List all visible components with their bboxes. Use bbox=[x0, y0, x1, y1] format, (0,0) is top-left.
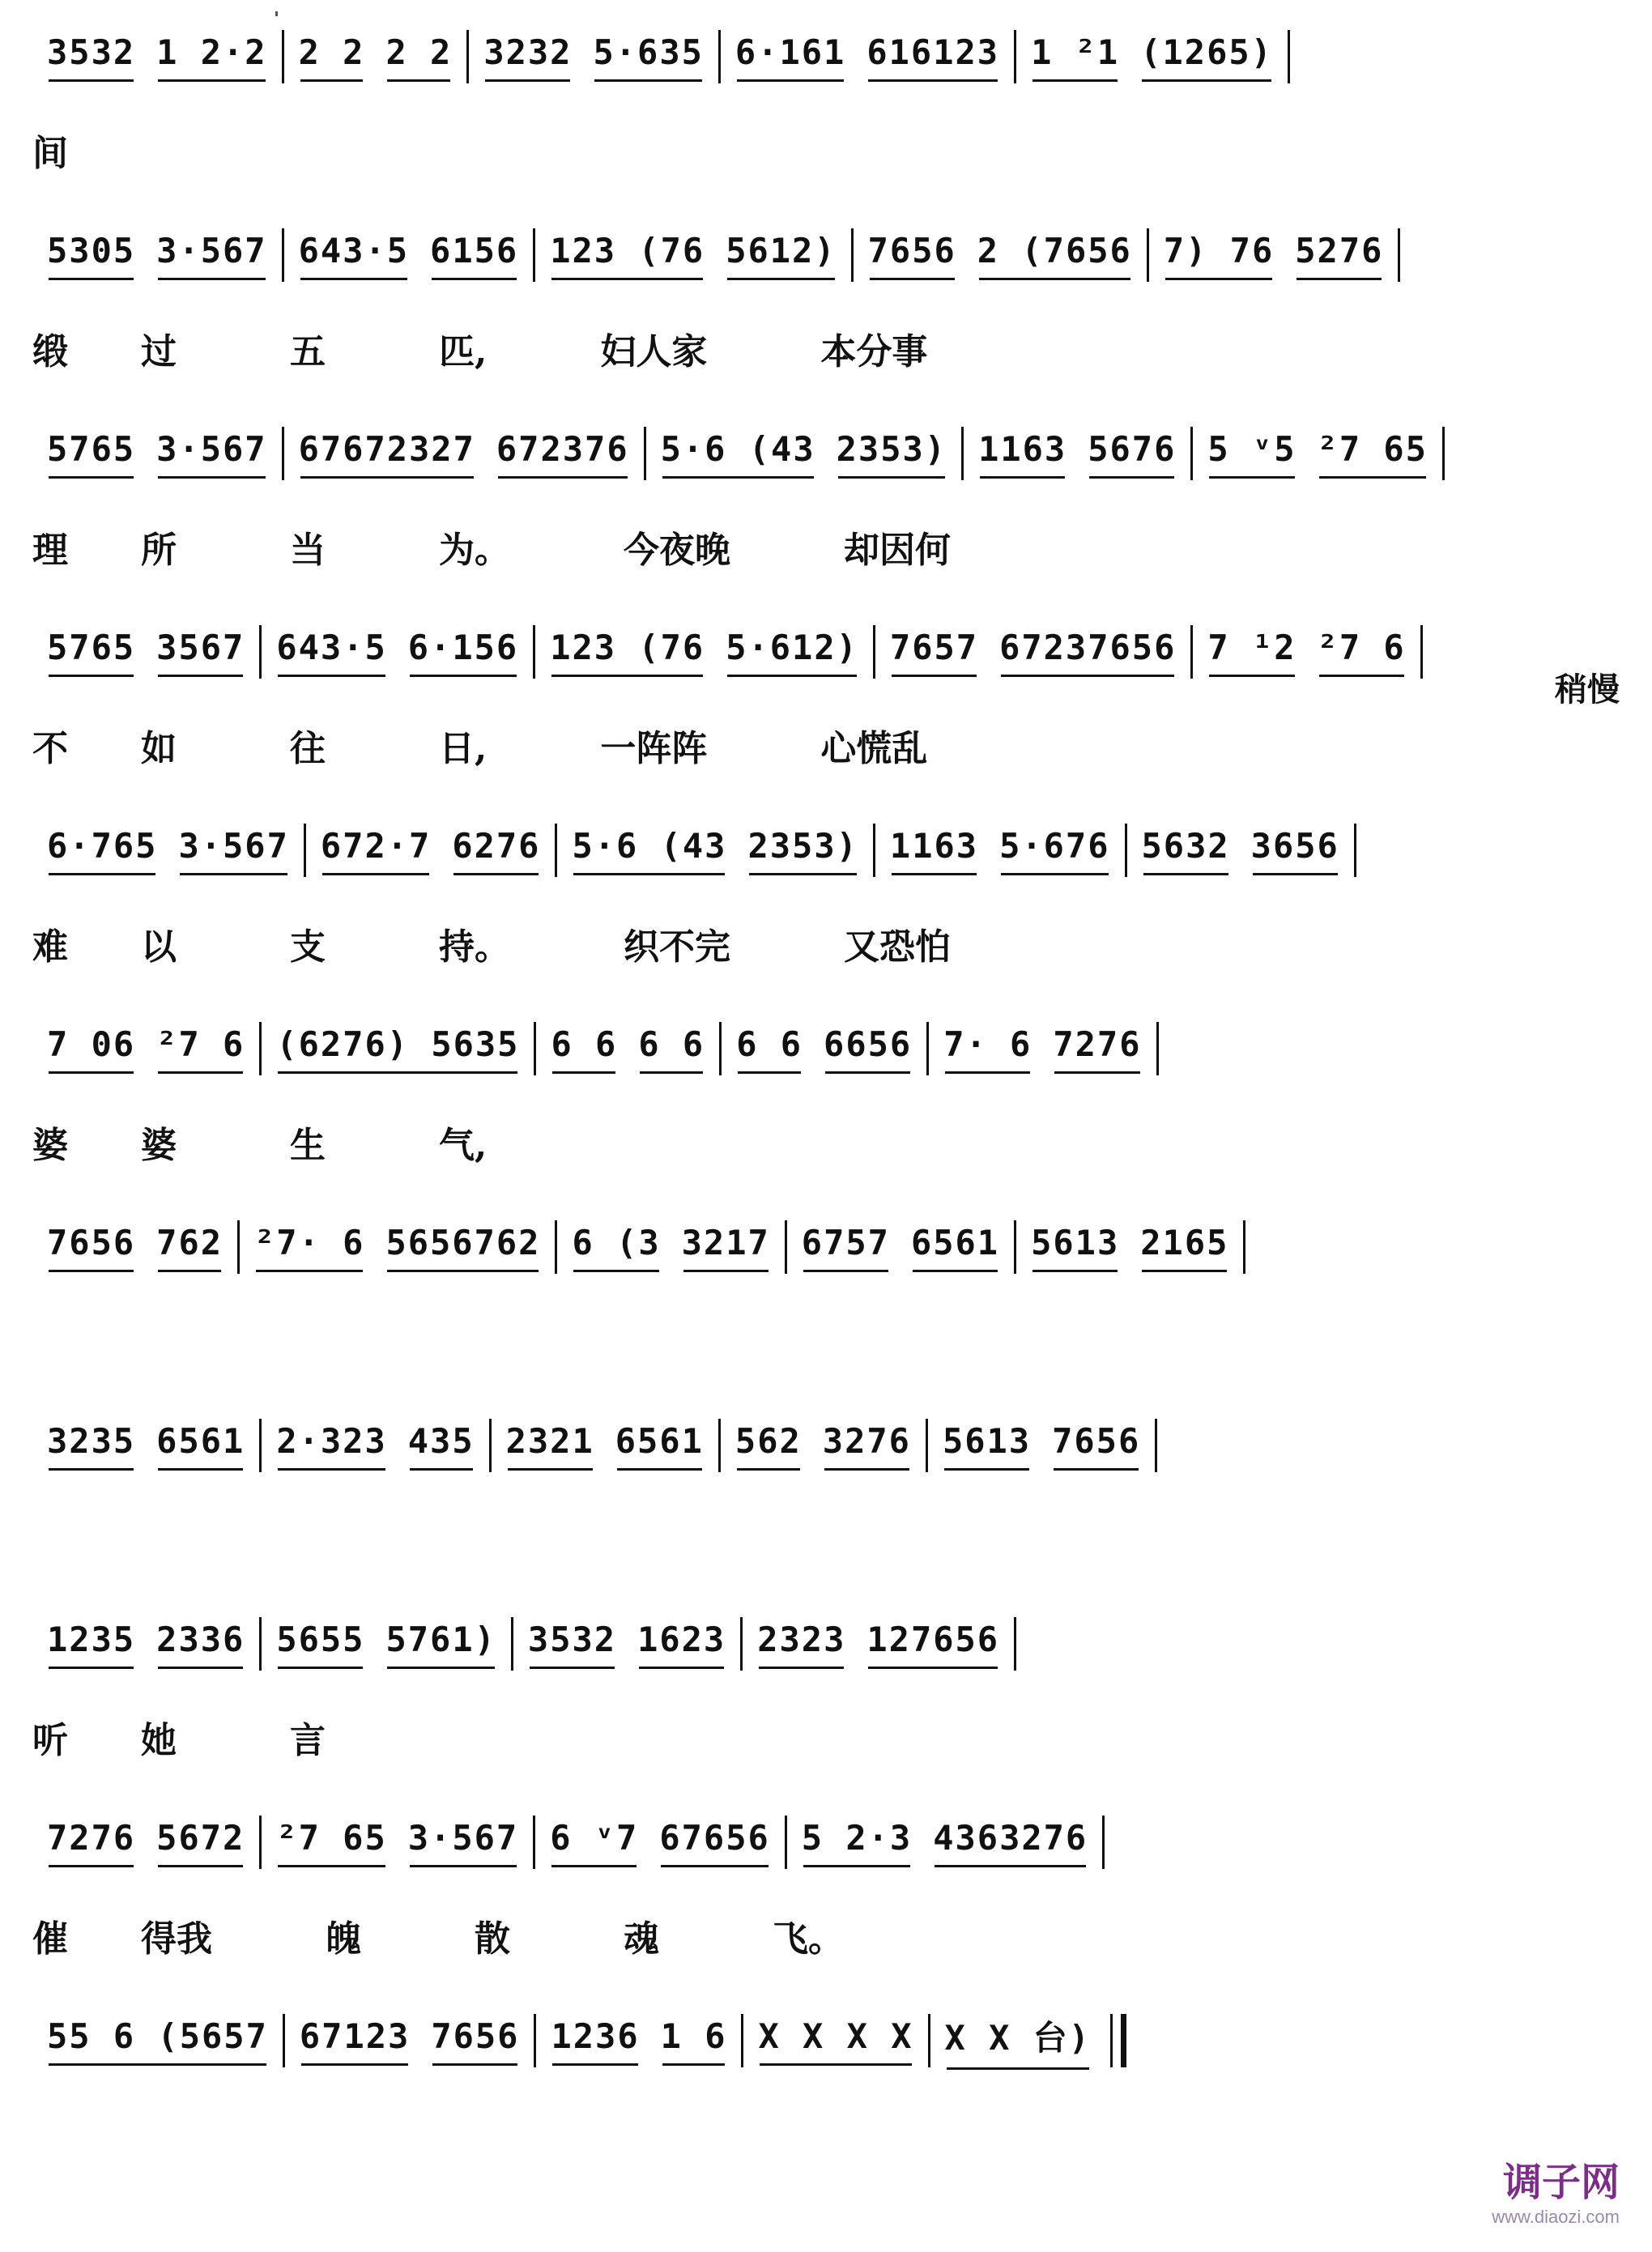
lyric-syllable: 飞。 bbox=[773, 1918, 844, 1960]
note-group: 5 2·3 bbox=[802, 1818, 912, 1867]
measure bbox=[1016, 1215, 1243, 1279]
note-group: 435 bbox=[408, 1421, 475, 1471]
note-group: 3235 bbox=[47, 1421, 135, 1471]
note-group: 1623 bbox=[637, 1620, 726, 1669]
note-group: 6 6 bbox=[736, 1024, 803, 1074]
notes-row bbox=[32, 818, 1356, 883]
note-group: 5·6 (43 bbox=[572, 826, 726, 875]
note-group: 6561 bbox=[156, 1421, 245, 1471]
lyric-syllable: 本分事 bbox=[820, 331, 928, 372]
note-group: 5761) bbox=[385, 1620, 496, 1669]
note-group: 7276 bbox=[1053, 1024, 1141, 1074]
lyric-syllable: 心慌乱 bbox=[820, 728, 928, 769]
note-group: 6·156 bbox=[408, 628, 518, 677]
measure bbox=[32, 1215, 237, 1279]
measure bbox=[32, 1016, 259, 1081]
measure bbox=[32, 2008, 283, 2073]
lyric-syllable: 以 bbox=[141, 926, 177, 968]
lyrics-row bbox=[32, 320, 1041, 377]
note-group: 67237656 bbox=[999, 628, 1176, 677]
note-group: 2353) bbox=[837, 429, 947, 479]
note-group: 123 (76 bbox=[550, 231, 705, 280]
note-group: 5 ᵛ5 bbox=[1207, 429, 1296, 479]
lyric-syllable: 魂 bbox=[624, 1918, 659, 1960]
note-group: 3·567 bbox=[156, 231, 266, 280]
note-group: 762 bbox=[156, 1223, 223, 1272]
note-group: 127656 bbox=[866, 1620, 999, 1669]
lyric-syllable: 日, bbox=[439, 728, 488, 769]
note-group: ²7 65 bbox=[1318, 429, 1428, 479]
lyric-syllable: 听 bbox=[32, 1720, 68, 1761]
lyric-syllable: 持。 bbox=[439, 926, 510, 968]
measure bbox=[262, 1016, 534, 1081]
measure bbox=[240, 1215, 555, 1279]
lyric-syllable: 今夜晚 bbox=[624, 530, 730, 571]
note-group: (6276) 5635 bbox=[276, 1024, 519, 1074]
lyric-syllable: 妇人家 bbox=[600, 331, 708, 372]
note-group: 6757 bbox=[802, 1223, 890, 1272]
note-group: 6276 bbox=[452, 826, 540, 875]
note-group: 5765 bbox=[47, 628, 135, 677]
measure bbox=[1149, 223, 1399, 287]
note-group: 7656 bbox=[431, 2016, 519, 2066]
notation-line bbox=[32, 24, 1620, 89]
site-watermark bbox=[1492, 2151, 1620, 2228]
measure bbox=[285, 2008, 534, 2073]
note-group: 5·612) bbox=[726, 628, 858, 677]
lyric-syllable: 一阵阵 bbox=[600, 728, 708, 769]
note-group: 5·635 bbox=[593, 32, 703, 82]
lyrics-row bbox=[32, 1907, 957, 1964]
note-group: 2353) bbox=[747, 826, 858, 875]
note-group: 643·5 bbox=[299, 231, 409, 280]
measure bbox=[929, 1016, 1156, 1081]
lyric-syllable: 匹, bbox=[439, 331, 488, 372]
note-group: 643·5 bbox=[276, 628, 386, 677]
lyric-syllable: 理 bbox=[32, 530, 68, 571]
measure bbox=[32, 223, 282, 287]
note-group: 672376 bbox=[496, 429, 629, 479]
lyric-syllable: 缎 bbox=[32, 331, 68, 372]
measure bbox=[535, 619, 873, 684]
note-group: 7· 6 bbox=[943, 1024, 1032, 1074]
note-group: 672·7 bbox=[321, 826, 431, 875]
note-group: 55 6 (5657 bbox=[47, 2016, 268, 2066]
barline bbox=[1014, 1617, 1016, 1671]
measure bbox=[743, 2008, 927, 2073]
lyrics-row bbox=[32, 717, 1041, 773]
note-group: 7656 bbox=[1052, 1421, 1140, 1471]
note-group: 562 bbox=[735, 1421, 802, 1471]
measure bbox=[492, 1413, 718, 1478]
lyrics-row bbox=[32, 121, 141, 178]
note-group: 6561 bbox=[911, 1223, 999, 1272]
lyric-syllable: 得我 bbox=[141, 1918, 212, 1960]
measure bbox=[535, 1810, 785, 1875]
note-group: 7656 bbox=[47, 1223, 135, 1272]
barline bbox=[1243, 1220, 1245, 1274]
notation-line bbox=[32, 818, 1620, 883]
note-group: 6·161 bbox=[735, 32, 845, 82]
notes-row bbox=[32, 1215, 1245, 1279]
measure bbox=[262, 619, 533, 684]
notes-row bbox=[32, 223, 1400, 287]
barline bbox=[1354, 824, 1356, 877]
note-group: 2 2 bbox=[299, 32, 365, 82]
lyric-syllable: 她 bbox=[141, 1720, 177, 1761]
tempo-marking: 稍慢 bbox=[1555, 670, 1620, 709]
note-group: 7 06 bbox=[47, 1024, 135, 1074]
note-group: 5676 bbox=[1088, 429, 1176, 479]
note-group: 67672327 bbox=[299, 429, 475, 479]
note-group: ²7 6 bbox=[156, 1024, 245, 1074]
measure bbox=[787, 1215, 1014, 1279]
note-group: 1236 bbox=[551, 2016, 639, 2066]
measure bbox=[1193, 619, 1420, 684]
note-group: 3656 bbox=[1251, 826, 1339, 875]
lyric-syllable: 又恐怕 bbox=[844, 926, 951, 968]
lyric-syllable: 难 bbox=[32, 926, 68, 968]
measure bbox=[32, 1413, 259, 1478]
measure bbox=[875, 619, 1190, 684]
measure bbox=[32, 1810, 259, 1875]
note-group: 5632 bbox=[1142, 826, 1230, 875]
notes-row bbox=[32, 619, 1423, 684]
lyric-syllable: 支 bbox=[290, 926, 326, 968]
measure bbox=[928, 1413, 1155, 1478]
note-group: 6 6 bbox=[551, 1024, 617, 1074]
note-group: X X 台) bbox=[945, 2011, 1091, 2070]
note-group: 6 (3 bbox=[572, 1223, 660, 1272]
note-group: 5305 bbox=[47, 231, 135, 280]
measure bbox=[743, 1611, 1014, 1676]
note-group: X X X X bbox=[758, 2016, 913, 2066]
measure bbox=[262, 1413, 488, 1478]
note-group: (1265) bbox=[1140, 32, 1273, 82]
note-group: ²7· 6 bbox=[254, 1223, 364, 1272]
lyric-syllable: 婆 bbox=[141, 1125, 177, 1166]
note-group: 3276 bbox=[823, 1421, 911, 1471]
measure bbox=[513, 1611, 740, 1676]
measure bbox=[1127, 818, 1354, 883]
notation-line bbox=[32, 421, 1620, 486]
note-group: 5276 bbox=[1295, 231, 1383, 280]
measure bbox=[536, 2008, 741, 2073]
note-group: 3·567 bbox=[408, 1818, 518, 1867]
note-group: 6561 bbox=[615, 1421, 704, 1471]
notation-line bbox=[32, 1810, 1620, 1875]
note-group: 2336 bbox=[156, 1620, 245, 1669]
note-group: 123 (76 bbox=[550, 628, 705, 677]
notation-line bbox=[32, 1016, 1620, 1081]
lyric-syllable: 所 bbox=[141, 530, 177, 571]
measure bbox=[721, 24, 1014, 89]
note-group: 3567 bbox=[156, 628, 245, 677]
notation-line bbox=[32, 1215, 1620, 1279]
note-group: 2 2 bbox=[385, 32, 452, 82]
measure bbox=[536, 1016, 719, 1081]
barline bbox=[1156, 1022, 1159, 1075]
notes-row bbox=[32, 1016, 1159, 1081]
page-mark bbox=[275, 11, 278, 16]
lyrics-row bbox=[32, 518, 1064, 575]
lyric-syllable: 却因何 bbox=[844, 530, 951, 571]
barline bbox=[1442, 427, 1445, 480]
notation-line bbox=[32, 619, 1620, 684]
lyric-syllable: 魄 bbox=[326, 1918, 361, 1960]
measure bbox=[557, 818, 872, 883]
barline bbox=[1420, 625, 1423, 679]
note-group: 7 ¹2 bbox=[1207, 628, 1296, 677]
note-group: 1163 bbox=[978, 429, 1067, 479]
note-group: 1235 bbox=[47, 1620, 135, 1669]
lyric-syllable: 气, bbox=[439, 1125, 488, 1166]
measure bbox=[1193, 421, 1442, 486]
note-group: 5612) bbox=[726, 231, 836, 280]
lyrics-row bbox=[32, 1709, 439, 1765]
note-group: 2165 bbox=[1140, 1223, 1228, 1272]
notation-line bbox=[32, 223, 1620, 287]
measure bbox=[722, 1016, 926, 1081]
note-group: 3532 bbox=[528, 1620, 616, 1669]
lyric-syllable: 往 bbox=[290, 728, 326, 769]
measure bbox=[535, 223, 850, 287]
measure bbox=[646, 421, 961, 486]
notes-row bbox=[32, 1611, 1016, 1676]
lyric-syllable: 五 bbox=[290, 331, 326, 372]
measure bbox=[306, 818, 556, 883]
measure bbox=[284, 24, 467, 89]
lyric-syllable: 如 bbox=[141, 728, 177, 769]
barline bbox=[1398, 228, 1400, 282]
lyric-syllable: 催 bbox=[32, 1918, 68, 1960]
barline bbox=[1288, 30, 1290, 83]
measure bbox=[787, 1810, 1102, 1875]
measure bbox=[854, 223, 1147, 287]
measure bbox=[32, 619, 259, 684]
note-group: 7) 76 bbox=[1164, 231, 1274, 280]
lyric-syllable: 散 bbox=[475, 1918, 510, 1960]
note-group: 7656 bbox=[868, 231, 956, 280]
watermark-url: www.diaozi.com bbox=[1492, 2207, 1620, 2227]
lyric-syllable: 不 bbox=[32, 728, 68, 769]
lyric-syllable: 为。 bbox=[439, 530, 510, 571]
note-group: ²7 65 bbox=[276, 1818, 386, 1867]
lyric-syllable: 过 bbox=[141, 331, 177, 372]
notes-row bbox=[32, 2008, 1126, 2073]
note-group: 2 (7656 bbox=[977, 231, 1132, 280]
watermark-brand: 调子网 bbox=[1502, 2161, 1620, 2204]
notes-row bbox=[32, 1413, 1157, 1478]
lyric-syllable: 当 bbox=[290, 530, 326, 571]
note-group: 5613 bbox=[943, 1421, 1031, 1471]
measure bbox=[32, 421, 282, 486]
lyrics-row bbox=[32, 915, 1064, 972]
barline bbox=[1102, 1816, 1105, 1869]
note-group: 67123 bbox=[300, 2016, 410, 2066]
note-group: 3·567 bbox=[156, 429, 266, 479]
note-group: 2323 bbox=[757, 1620, 845, 1669]
lyric-syllable: 生 bbox=[290, 1125, 326, 1166]
note-group: 6·765 bbox=[47, 826, 157, 875]
notation-line bbox=[32, 1611, 1620, 1676]
note-group: 1163 bbox=[890, 826, 978, 875]
measure bbox=[1016, 24, 1288, 89]
barline bbox=[1155, 1419, 1157, 1472]
note-group: 5·6 (43 bbox=[661, 429, 815, 479]
lyric-syllable: 婆 bbox=[32, 1125, 68, 1166]
measure bbox=[557, 1215, 784, 1279]
note-group: 5765 bbox=[47, 429, 135, 479]
measure bbox=[32, 818, 304, 883]
note-group: 5613 bbox=[1031, 1223, 1119, 1272]
measure bbox=[262, 1611, 511, 1676]
final-barline bbox=[1110, 2014, 1126, 2067]
lyric-syllable: 间 bbox=[32, 133, 68, 174]
measure bbox=[875, 818, 1125, 883]
note-group: 6 6 bbox=[638, 1024, 705, 1074]
score-system bbox=[32, 2008, 1620, 2251]
lyric-syllable: 织不完 bbox=[624, 926, 730, 968]
note-group: 2321 bbox=[506, 1421, 594, 1471]
note-group: 5655 bbox=[276, 1620, 364, 1669]
note-group: 3232 bbox=[483, 32, 572, 82]
note-group: 5656762 bbox=[385, 1223, 540, 1272]
lyric-syllable: 言 bbox=[290, 1720, 326, 1761]
measure bbox=[930, 2008, 1105, 2073]
notes-row bbox=[32, 24, 1290, 89]
note-group: 6 ᵛ7 bbox=[550, 1818, 638, 1867]
note-group: 2·323 bbox=[276, 1421, 386, 1471]
lyrics-row bbox=[32, 1113, 600, 1170]
measure bbox=[32, 24, 282, 89]
note-group: 1 6 bbox=[661, 2016, 727, 2066]
note-group: 3217 bbox=[682, 1223, 770, 1272]
note-group: 616123 bbox=[866, 32, 999, 82]
notation-line bbox=[32, 1413, 1620, 1478]
measure bbox=[721, 1413, 926, 1478]
measure bbox=[469, 24, 718, 89]
note-group: ²7 6 bbox=[1318, 628, 1406, 677]
notes-row bbox=[32, 421, 1445, 486]
note-group: 4363276 bbox=[933, 1818, 1088, 1867]
measure bbox=[284, 421, 644, 486]
note-group: 3532 bbox=[47, 32, 135, 82]
note-group: 1 2·2 bbox=[156, 32, 266, 82]
measure bbox=[284, 223, 534, 287]
note-group: 7657 bbox=[890, 628, 978, 677]
measure bbox=[964, 421, 1190, 486]
note-group: 7276 bbox=[47, 1818, 135, 1867]
note-group: 6656 bbox=[824, 1024, 912, 1074]
notes-row bbox=[32, 1810, 1105, 1875]
notation-line bbox=[32, 2008, 1620, 2073]
note-group: 5·676 bbox=[999, 826, 1109, 875]
note-group: 3·567 bbox=[178, 826, 288, 875]
note-group: 67656 bbox=[659, 1818, 769, 1867]
note-group: 1 ²1 bbox=[1031, 32, 1119, 82]
note-group: 6156 bbox=[430, 231, 518, 280]
measure bbox=[32, 1611, 259, 1676]
note-group: 5672 bbox=[156, 1818, 245, 1867]
measure bbox=[262, 1810, 533, 1875]
